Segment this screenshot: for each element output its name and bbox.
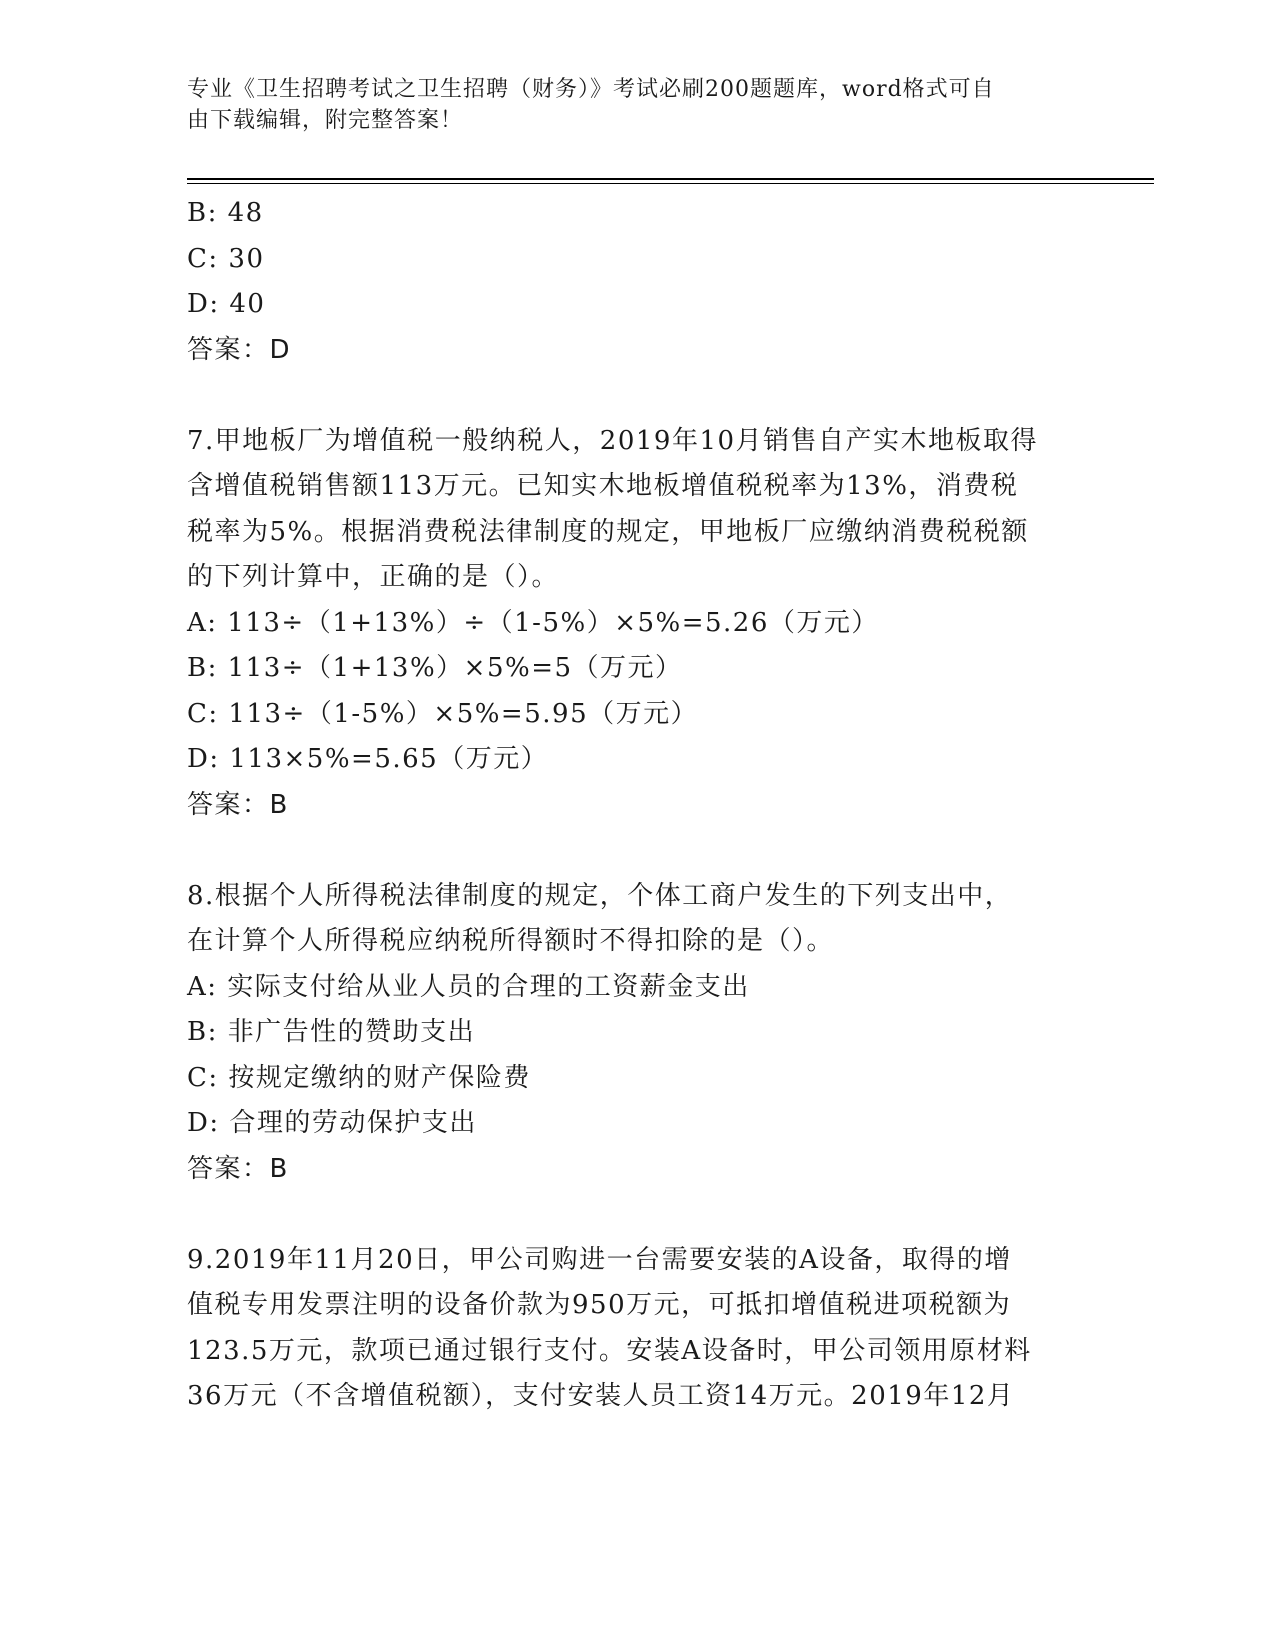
option-d: D: 113×5%=5.65（万元） [187,744,549,774]
option-a: A: 实际支付给从业人员的合理的工资薪金支出 [187,971,750,1002]
question-stem-line: 在计算个人所得税应纳税所得额时不得扣除的是（）。 [187,926,835,956]
option-c: C: 113÷（1-5%）×5%=5.95（万元） [187,698,699,729]
option-b: B: 非广告性的赞助支出 [187,1017,476,1047]
spacer [187,373,1087,419]
option-c: C: 按规定缴纳的财产保险费 [187,1062,531,1093]
option-a: A: 113÷（1+13%）÷（1-5%）×5%=5.26（万元） [187,607,879,638]
answer: 答案：B [187,1153,289,1184]
question-8 [187,874,1087,1193]
header-title-line-1: 专业《卫生招聘考试之卫生招聘（财务）》考试必刷200题题库，word格式可自 [187,77,995,102]
header-rule-thick [187,178,1154,180]
question-stem-line: 的下列计算中，正确的是（）。 [187,562,560,592]
answer: 答案：B [187,789,289,820]
answer: 答案：D [187,334,292,365]
question-stem-line: 8.根据个人所得税法律制度的规定，个体工商户发生的下列支出中， [187,880,1013,911]
option-d: D: 40 [187,289,266,319]
question-stem-line: 税率为5%。根据消费税法律制度的规定，甲地板厂应缴纳消费税税额 [187,516,1029,547]
document-body [187,191,1087,1420]
option-b: B: 113÷（1+13%）×5%=5（万元） [187,653,683,683]
document-header [187,74,1067,136]
option-c: C: 30 [187,243,265,274]
question-stem-line: 7.甲地板厂为增值税一般纳税人，2019年10月销售自产实木地板取得 [187,425,1039,456]
question-stem-line: 9.2019年11月20日，甲公司购进一台需要安装的A设备，取得的增 [187,1244,1012,1275]
question-stem-line: 123.5万元，款项已通过银行支付。安装A设备时，甲公司领用原材料 [187,1335,1032,1366]
question-stem-line: 含增值税销售额113万元。已知实木地板增值税税率为13%，消费税 [187,471,1019,501]
question-6-tail [187,191,1087,373]
spacer [187,1192,1087,1238]
spacer [187,828,1087,874]
question-9 [187,1238,1087,1420]
option-b: B: 48 [187,198,264,228]
header-rule-thin [187,183,1154,184]
option-d: D: 合理的劳动保护支出 [187,1108,477,1138]
question-7 [187,419,1087,829]
question-stem-line: 36万元（不含增值税额），支付安装人员工资14万元。2019年12月 [187,1381,1015,1411]
header-title-line-2: 由下载编辑，附完整答案！ [187,108,464,133]
question-stem-line: 值税专用发票注明的设备价款为950万元，可抵扣增值税进项税额为 [187,1290,1012,1320]
